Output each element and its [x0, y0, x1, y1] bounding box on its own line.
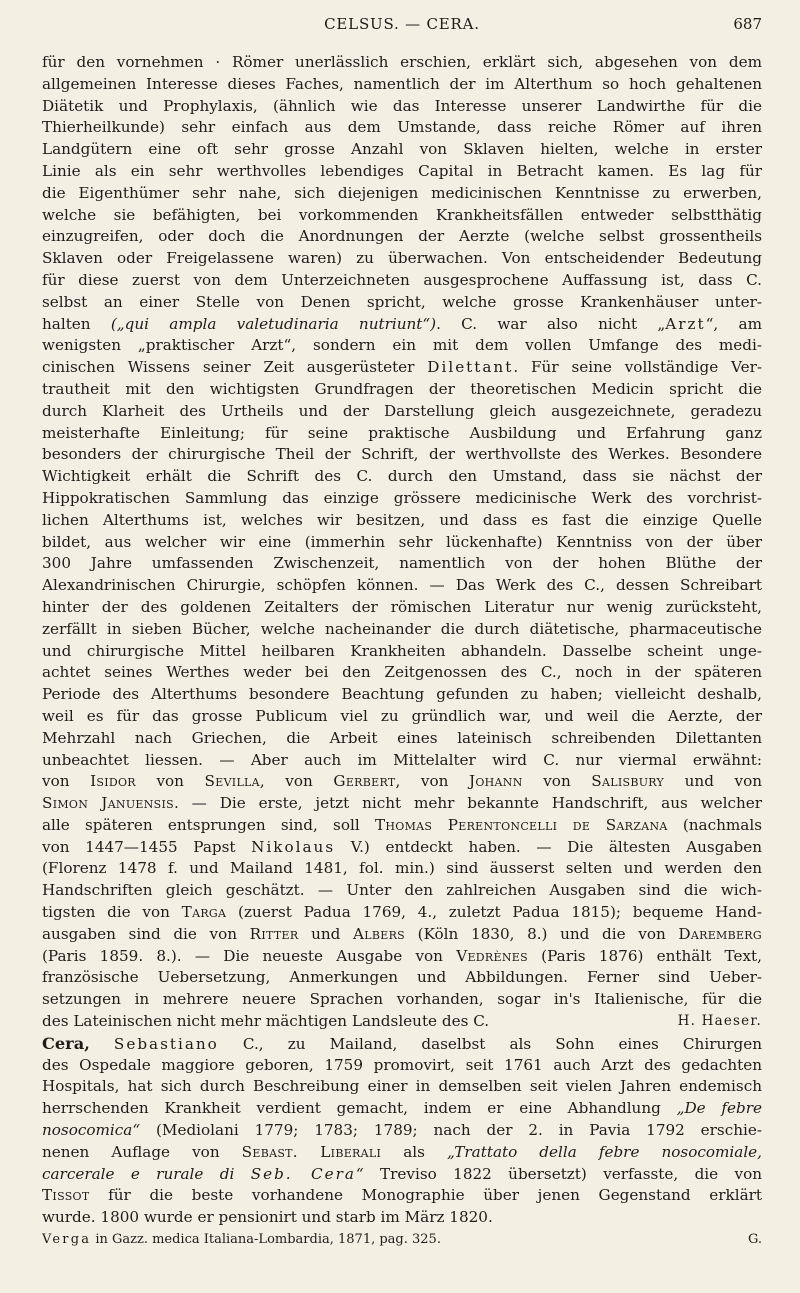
text-fragment: alle späteren entsprungen sind, soll — [42, 815, 375, 834]
text-line — [42, 837, 762, 859]
text-line: 300 Jahre umfassenden Zwischenzeit, namentlich von der hohen Blüthe der — [42, 554, 762, 573]
cera-entry — [42, 1033, 762, 1251]
text-fragment: von — [135, 772, 205, 791]
text-line: meisterhafte Einleitung; für seine praktische Ausbildung und Erfahrung ganz — [42, 423, 762, 442]
text-line: französische Uebersetzung, Anmerkungen und Abbildungen. Ferner sind Ueber- — [42, 968, 762, 987]
text-fragment: für die beste vorhandene Monographie über jenen Gegenstand erklärt — [89, 1186, 762, 1205]
reference-author: Verga — [42, 1232, 92, 1248]
text-fragment: ausgaben sind die von — [42, 924, 250, 943]
text-line: für diese zuerst von dem Unterzeichneten ausgesprochene Auffassung ist, dass C. — [42, 270, 762, 289]
text-fragment: halten — [42, 314, 111, 333]
emphasis-spaced: Dilettant — [427, 358, 514, 377]
text-fragment: V.) entdeckt haben. — Die ältesten Ausgaben — [335, 837, 762, 856]
text-line: einzugreifen, oder doch die Anordnungen der Aerzte (welche selbst grossentheils — [42, 227, 762, 246]
text-fragment: und — [298, 924, 354, 943]
book-title: „De febre — [676, 1099, 762, 1118]
text-line: durch Klarheit des Urtheils und der Darstellung gleich ausgezeichnete, geradezu — [42, 401, 762, 420]
author-signature: G. — [747, 1232, 762, 1248]
text-fragment: und von — [664, 772, 762, 791]
celsus-article — [42, 52, 762, 1033]
person-name: Gerbert — [333, 772, 396, 791]
text-line: und chirurgische Mittel heilbaren Krankheiten abhandeln. Dasselbe scheint unge- — [42, 641, 762, 660]
reference-line — [42, 1229, 762, 1251]
page-header — [42, 0, 762, 52]
reference-text: in Gazz. medica Italiana-Lombardia, 1871, pag. 325. — [91, 1232, 441, 1248]
latin-quote: („qui ampla valetudinaria nutriunt“) — [110, 314, 437, 333]
text-fragment: , von — [259, 772, 334, 791]
text-line — [42, 1142, 762, 1164]
text-line — [42, 1164, 762, 1186]
place-name: Sevilla — [204, 772, 260, 791]
text-line: trautheit mit den wichtigsten Grundfragen der theoretischen Medicin spricht die — [42, 379, 762, 398]
person-name: Targa — [181, 903, 227, 922]
text-line — [42, 1120, 762, 1142]
place-name: Salisbury — [591, 772, 665, 791]
book-title: „Trattato della febre nosocomiale, — [446, 1142, 762, 1161]
text-line: welche sie befähigten, bei vorkommenden Krankheitsfällen entweder selbstthätig — [42, 205, 762, 224]
text-line: Landgütern eine oft sehr grosse Anzahl von Sklaven hielten, welche in erster — [42, 140, 762, 159]
text-fragment: C., zu Mailand, daselbst als Sohn eines Chirurgen — [218, 1034, 762, 1053]
text-line: für den vornehmen · Römer unerlässlich erschien, erklärt sich, abgesehen von dem — [42, 53, 762, 71]
author-signature: H. Haeser. — [677, 1013, 762, 1030]
text-line: besonders der chirurgische Theil der Schrift, der werthvollste des Werkes. Besondere — [42, 445, 762, 464]
text-line: lichen Alterthums ist, welches wir besitzen, und dass es fast die einzige Quelle — [42, 510, 762, 529]
text-fragment: herrschenden Krankheit verdient gemacht, indem er eine Abhandlung — [42, 1099, 677, 1118]
text-line — [42, 357, 762, 379]
text-fragment: von 1447—1455 Papst — [42, 837, 252, 856]
text-line: Hippokratischen Sammlung das einzige grössere medicinische Werk des vorchrist- — [42, 488, 762, 507]
person-name: Tissot — [42, 1186, 90, 1205]
text-line: die Eigenthümer sehr nahe, sich diejenigen medicinischen Kenntnisse zu erwerben, — [42, 183, 762, 202]
text-fragment: von — [522, 772, 592, 791]
text-line: (Florenz 1478 f. und Mailand 1481, fol. min.) sind äusserst selten und werden den — [42, 859, 762, 878]
text-line: Diätetik und Prophylaxis, (ähnlich wie das Interesse unserer Landwirthe für die — [42, 96, 762, 115]
text-fragment: (Köln 1830, 8.) und die von — [405, 924, 679, 943]
text-line: zerfällt in sieben Bücher, welche nacheinander die durch diätetische, pharmaceutische — [42, 619, 762, 638]
text-line: bildet, aus welcher wir eine (immerhin sehr lückenhafte) Kenntniss von der über — [42, 532, 762, 551]
text-fragment: nenen Auflage von — [42, 1142, 242, 1161]
text-fragment: von — [42, 772, 91, 791]
person-name: Daremberg — [678, 924, 762, 943]
book-title: “ — [355, 1164, 364, 1183]
emphasis-spaced: Arzt — [665, 314, 706, 333]
text-line: Wichtigkeit erhält die Schrift des C. durch den Umstand, dass sie nächst der — [42, 467, 762, 486]
text-fragment: des Lateinischen nicht mehr mächtigen Landsleute des C. — [42, 1012, 490, 1031]
person-name: Simon Januensis — [42, 794, 174, 813]
text-line: setzungen in mehrere neuere Sprachen vorhanden, sogar in's Italienische, für die — [42, 990, 762, 1009]
entry-heading-line — [42, 1033, 762, 1055]
entry-headword: Cera, — [42, 1033, 90, 1053]
text-line: allgemeinen Interesse dieses Faches, namentlich der im Alterthum so hoch gehaltenen — [42, 74, 762, 93]
text-line — [42, 902, 762, 924]
text-line — [42, 815, 762, 837]
text-line: Hospitals, hat sich durch Beschreibung einer in demselben seit vielen Jahren endemisch — [42, 1077, 762, 1096]
page — [42, 0, 762, 1293]
text-line: hinter der des goldenen Zeitalters der römischen Literatur nur wenig zurücksteht, — [42, 597, 762, 616]
text-fragment: als — [381, 1142, 447, 1161]
text-fragment: tigsten die von — [42, 903, 182, 922]
person-name: Ritter — [249, 924, 299, 943]
text-fragment: . Für seine vollständige Ver- — [513, 358, 762, 377]
person-name: Thomas Perentoncelli de Sarzana — [374, 815, 668, 834]
text-line: unbeachtet liessen. — Aber auch im Mittelalter wird C. nur viermal erwähnt: — [42, 750, 762, 769]
text-line: Alexandrinischen Chirurgie, schöpfen können. — Das Werk des C., dessen Schreibart — [42, 576, 762, 595]
text-line: Sklaven oder Freigelassene waren) zu überwachen. Von entscheidender Bedeutung — [42, 249, 762, 268]
text-line: des Ospedale maggiore geboren, 1759 promovirt, seit 1761 auch Arzt des gedachten — [42, 1055, 762, 1074]
page-number: 687 — [733, 15, 762, 33]
text-line — [42, 1098, 762, 1120]
text-line: Periode des Alterthums besondere Beachtung gefunden zu haben; vielleicht deshalb, — [42, 685, 762, 704]
text-fragment: (zuerst Padua 1769, 4., zuletzt Padua 1815); bequeme Hand- — [226, 903, 762, 922]
running-title: CELSUS. — CERA. — [324, 15, 480, 33]
text-fragment: “, am — [705, 314, 762, 333]
text-line: selbst an einer Stelle von Denen spricht, welche grosse Krankenhäuser unter- — [42, 292, 762, 311]
text-line — [42, 924, 762, 946]
text-line — [42, 1185, 762, 1207]
text-line: Handschriften gleich geschätzt. — Unter den zahlreichen Ausgaben sind die wich- — [42, 881, 762, 900]
person-name: Vedrènes — [456, 946, 528, 965]
text-fragment: . — Die erste, jetzt nicht mehr bekannte Handschrift, aus welcher — [174, 794, 762, 813]
text-fragment: , von — [395, 772, 469, 791]
text-line: wenigsten „praktischer Arzt“, sondern ein mit dem vollen Umfange des medi- — [42, 336, 762, 355]
text-line — [42, 793, 762, 815]
emphasis-spaced: Sebastiano — [113, 1034, 219, 1053]
text-fragment: . C. war also nicht „ — [436, 314, 666, 333]
text-line: wurde. 1800 wurde er pensionirt und starb im März 1820. — [42, 1208, 493, 1227]
person-name: Sebast. Liberali — [241, 1142, 382, 1161]
book-title: carcerale e rurale di — [42, 1164, 251, 1183]
text-line — [42, 314, 762, 336]
book-title-author: Seb. Cera — [250, 1164, 356, 1183]
person-name: Johann — [468, 772, 523, 791]
text-line: Mehrzahl nach Griechen, die Arbeit eines lateinisch schreibenden Dilettanten — [42, 728, 762, 747]
book-title: nosocomica“ — [42, 1121, 141, 1140]
text-line — [42, 1011, 762, 1033]
text-line: achtet seines Werthes weder bei den Zeitgenossen des C., noch in der späteren — [42, 663, 762, 682]
text-line — [42, 946, 762, 968]
person-name: Albers — [353, 924, 406, 943]
text-fragment: (Paris 1876) enthält Text, — [527, 946, 762, 965]
text-fragment: (Mediolani 1779; 1783; 1789; nach der 2. in Pavia 1792 erschie- — [140, 1121, 762, 1140]
text-fragment: Treviso 1822 übersetzt) verfasste, die von — [363, 1164, 762, 1183]
text-line: Thierheilkunde) sehr einfach aus dem Umstande, dass reiche Römer auf ihren — [42, 118, 762, 137]
person-name: Isidor — [90, 772, 136, 791]
text-line — [42, 771, 762, 793]
text-fragment: (nachmals — [667, 815, 762, 834]
text-line: weil es für das grosse Publicum viel zu gründlich war, und weil die Aerzte, der — [42, 706, 762, 725]
article-body — [42, 52, 762, 1251]
text-line: Linie als ein sehr werthvolles lebendiges Capital in Betracht kamen. Es lag für — [42, 161, 762, 180]
emphasis-spaced: Nikolaus — [251, 837, 336, 856]
text-fragment: (Paris 1859. 8.). — Die neueste Ausgabe von — [42, 946, 457, 965]
text-fragment: cinischen Wissens seiner Zeit ausgerüsteter — [42, 358, 428, 377]
